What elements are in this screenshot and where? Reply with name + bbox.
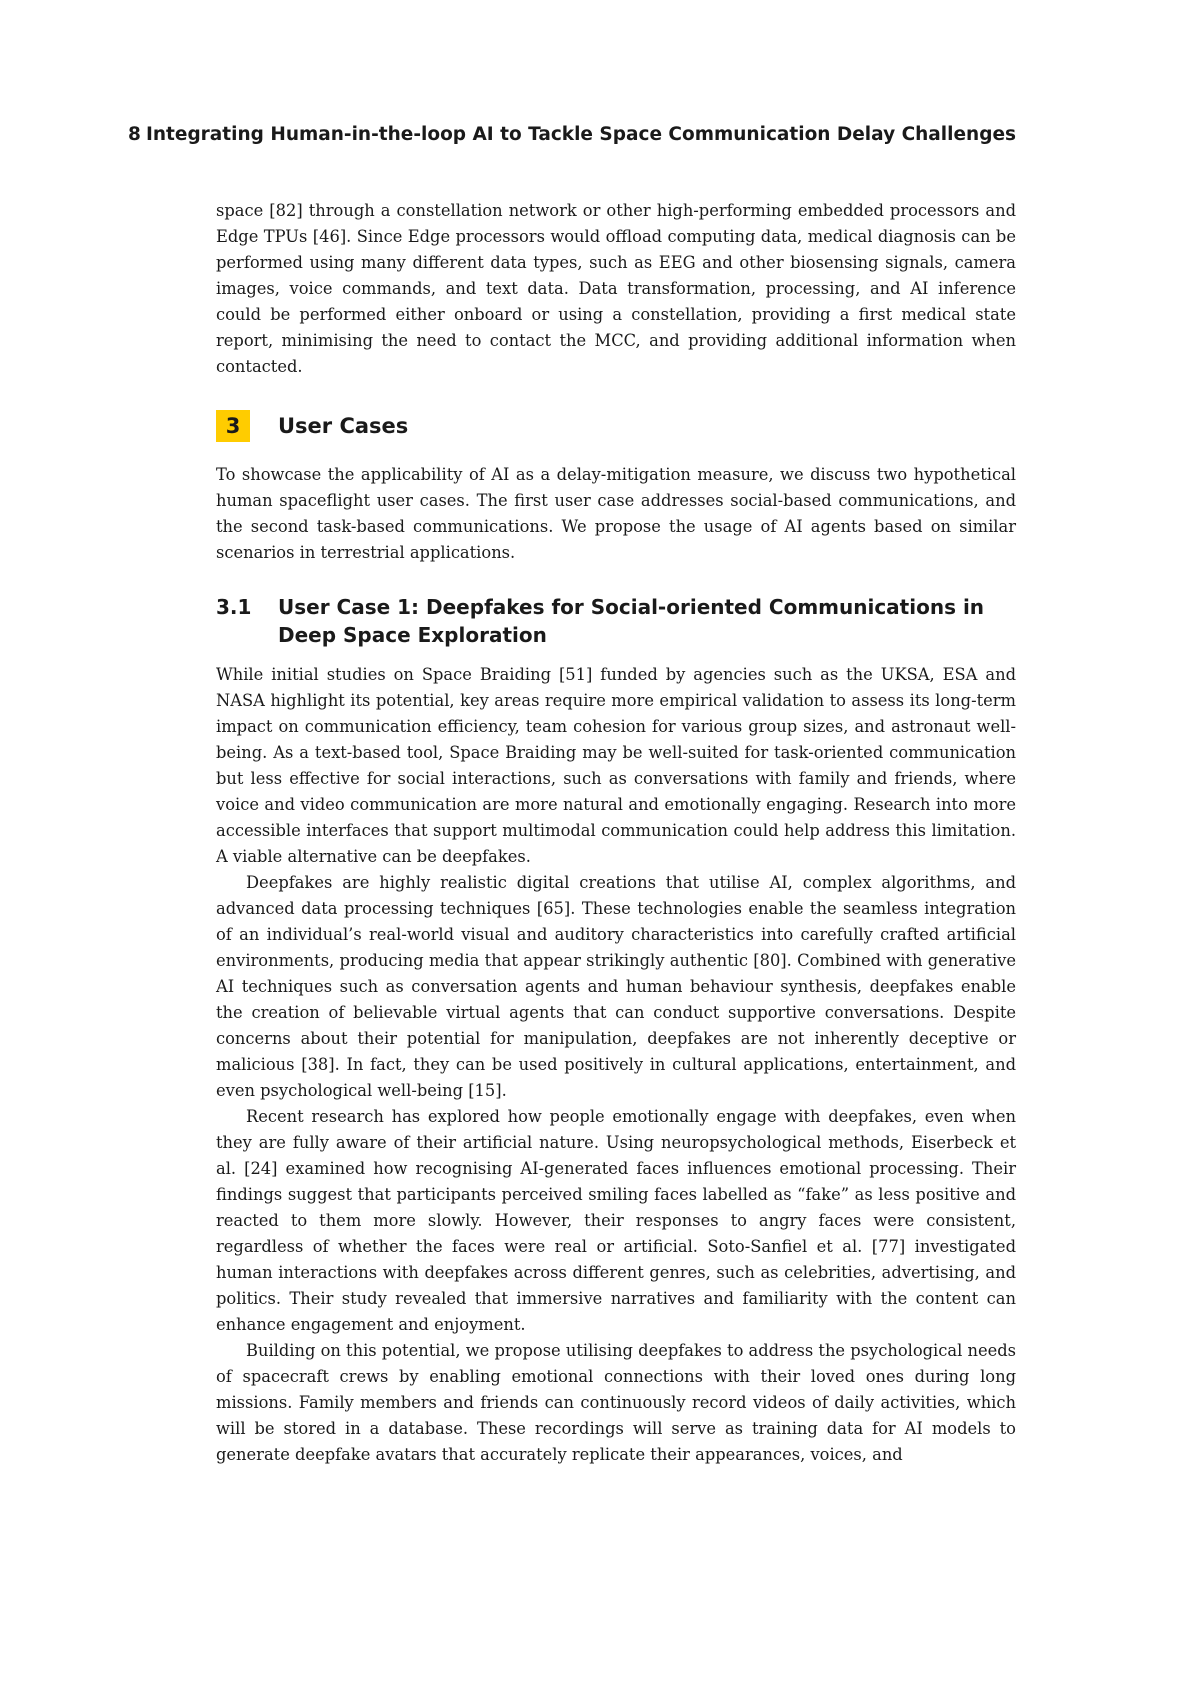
subsection-paragraph: While initial studies on Space Braiding [51] funded by agencies such as the UKSA, ESA and NASA highlight its potential, key areas require more empirical validation to assess its long-term impact on communication efficiency, team cohesion for various group sizes, and astronaut well-being. As a text-based tool, Space Braiding may be well-suited for task-oriented communication but less effective for social interactions, such as conversations with family and friends, where voice and video communication are more natural and emotionally engaging. Research into more accessible interfaces that support multimodal communication could help address this limitation. A viable alternative can be deepfakes. bbox=[216, 665, 1016, 866]
intro-block bbox=[216, 198, 1016, 380]
subsection-number: 3.1 bbox=[216, 595, 252, 619]
running-header bbox=[128, 124, 1016, 150]
section-intro bbox=[216, 462, 1016, 566]
page-number: 8 bbox=[128, 124, 141, 145]
section-number: 3 bbox=[216, 410, 250, 442]
subsection-title: User Case 1: Deepfakes for Social-oriented Communications in Deep Space Exploration bbox=[278, 595, 985, 647]
section-paragraph: To showcase the applicability of AI as a delay-mitigation measure, we discuss two hypothetical human spaceflight user cases. The first user case addresses social-based communications, and the second task-based communications. We propose the usage of AI agents based on similar scenarios in terrestrial applications. bbox=[216, 465, 1016, 562]
paper-page bbox=[128, 0, 1017, 1684]
intro-paragraph: space [82] through a constellation network or other high-performing embedded processors and Edge TPUs [46]. Since Edge processors would offload computing data, medical diagnosis can be performed using many different data types, such as EEG and other biosensing signals, camera images, voice commands, and text data. Data transformation, processing, and AI inference could be performed either onboard or using a constellation, providing a first medical state report, minimising the need to contact the MCC, and providing additional information when contacted. bbox=[216, 201, 1016, 376]
section-heading bbox=[216, 410, 1016, 442]
subsection-paragraph: Deepfakes are highly realistic digital creations that utilise AI, complex algorithms, and advanced data processing techniques [65]. These technologies enable the seamless integration of an individual’s real-world visual and auditory characteristics into carefully crafted artificial environments, producing media that appear strikingly authentic [80]. Combined with generative AI techniques such as conversation agents and human behaviour synthesis, deepfakes enable the creation of believable virtual agents that can conduct supportive conversations. Despite concerns about their potential for manipulation, deepfakes are not inherently deceptive or malicious [38]. In fact, they can be used positively in cultural applications, entertainment, and even psychological well-being [15]. bbox=[216, 873, 1016, 1100]
running-title: Integrating Human-in-the-loop AI to Tackle Space Communication Delay Challenges bbox=[146, 124, 1016, 145]
subsection-body bbox=[216, 662, 1016, 1468]
subsection-paragraph: Recent research has explored how people emotionally engage with deepfakes, even when they are fully aware of their artificial nature. Using neuropsychological methods, Eiserbeck et al. [24] examined how recognising AI-generated faces influences emotional processing. Their findings suggest that participants perceived smiling faces labelled as “fake” as less positive and reacted to them more slowly. However, their responses to angry faces were consistent, regardless of whether the faces were real or artificial. Soto-Sanfiel et al. [77] investigated human interactions with deepfakes across different genres, such as celebrities, advertising, and politics. Their study revealed that immersive narratives and familiarity with the content can enhance engagement and enjoyment. bbox=[216, 1107, 1016, 1334]
section-title: User Cases bbox=[278, 414, 409, 438]
subsection-paragraph: Building on this potential, we propose utilising deepfakes to address the psychological needs of spacecraft crews by enabling emotional connections with their loved ones during long missions. Family members and friends can continuously record videos of daily activities, which will be stored in a database. These recordings will serve as training data for AI models to generate deepfake avatars that accurately replicate their appearances, voices, and bbox=[216, 1341, 1017, 1464]
